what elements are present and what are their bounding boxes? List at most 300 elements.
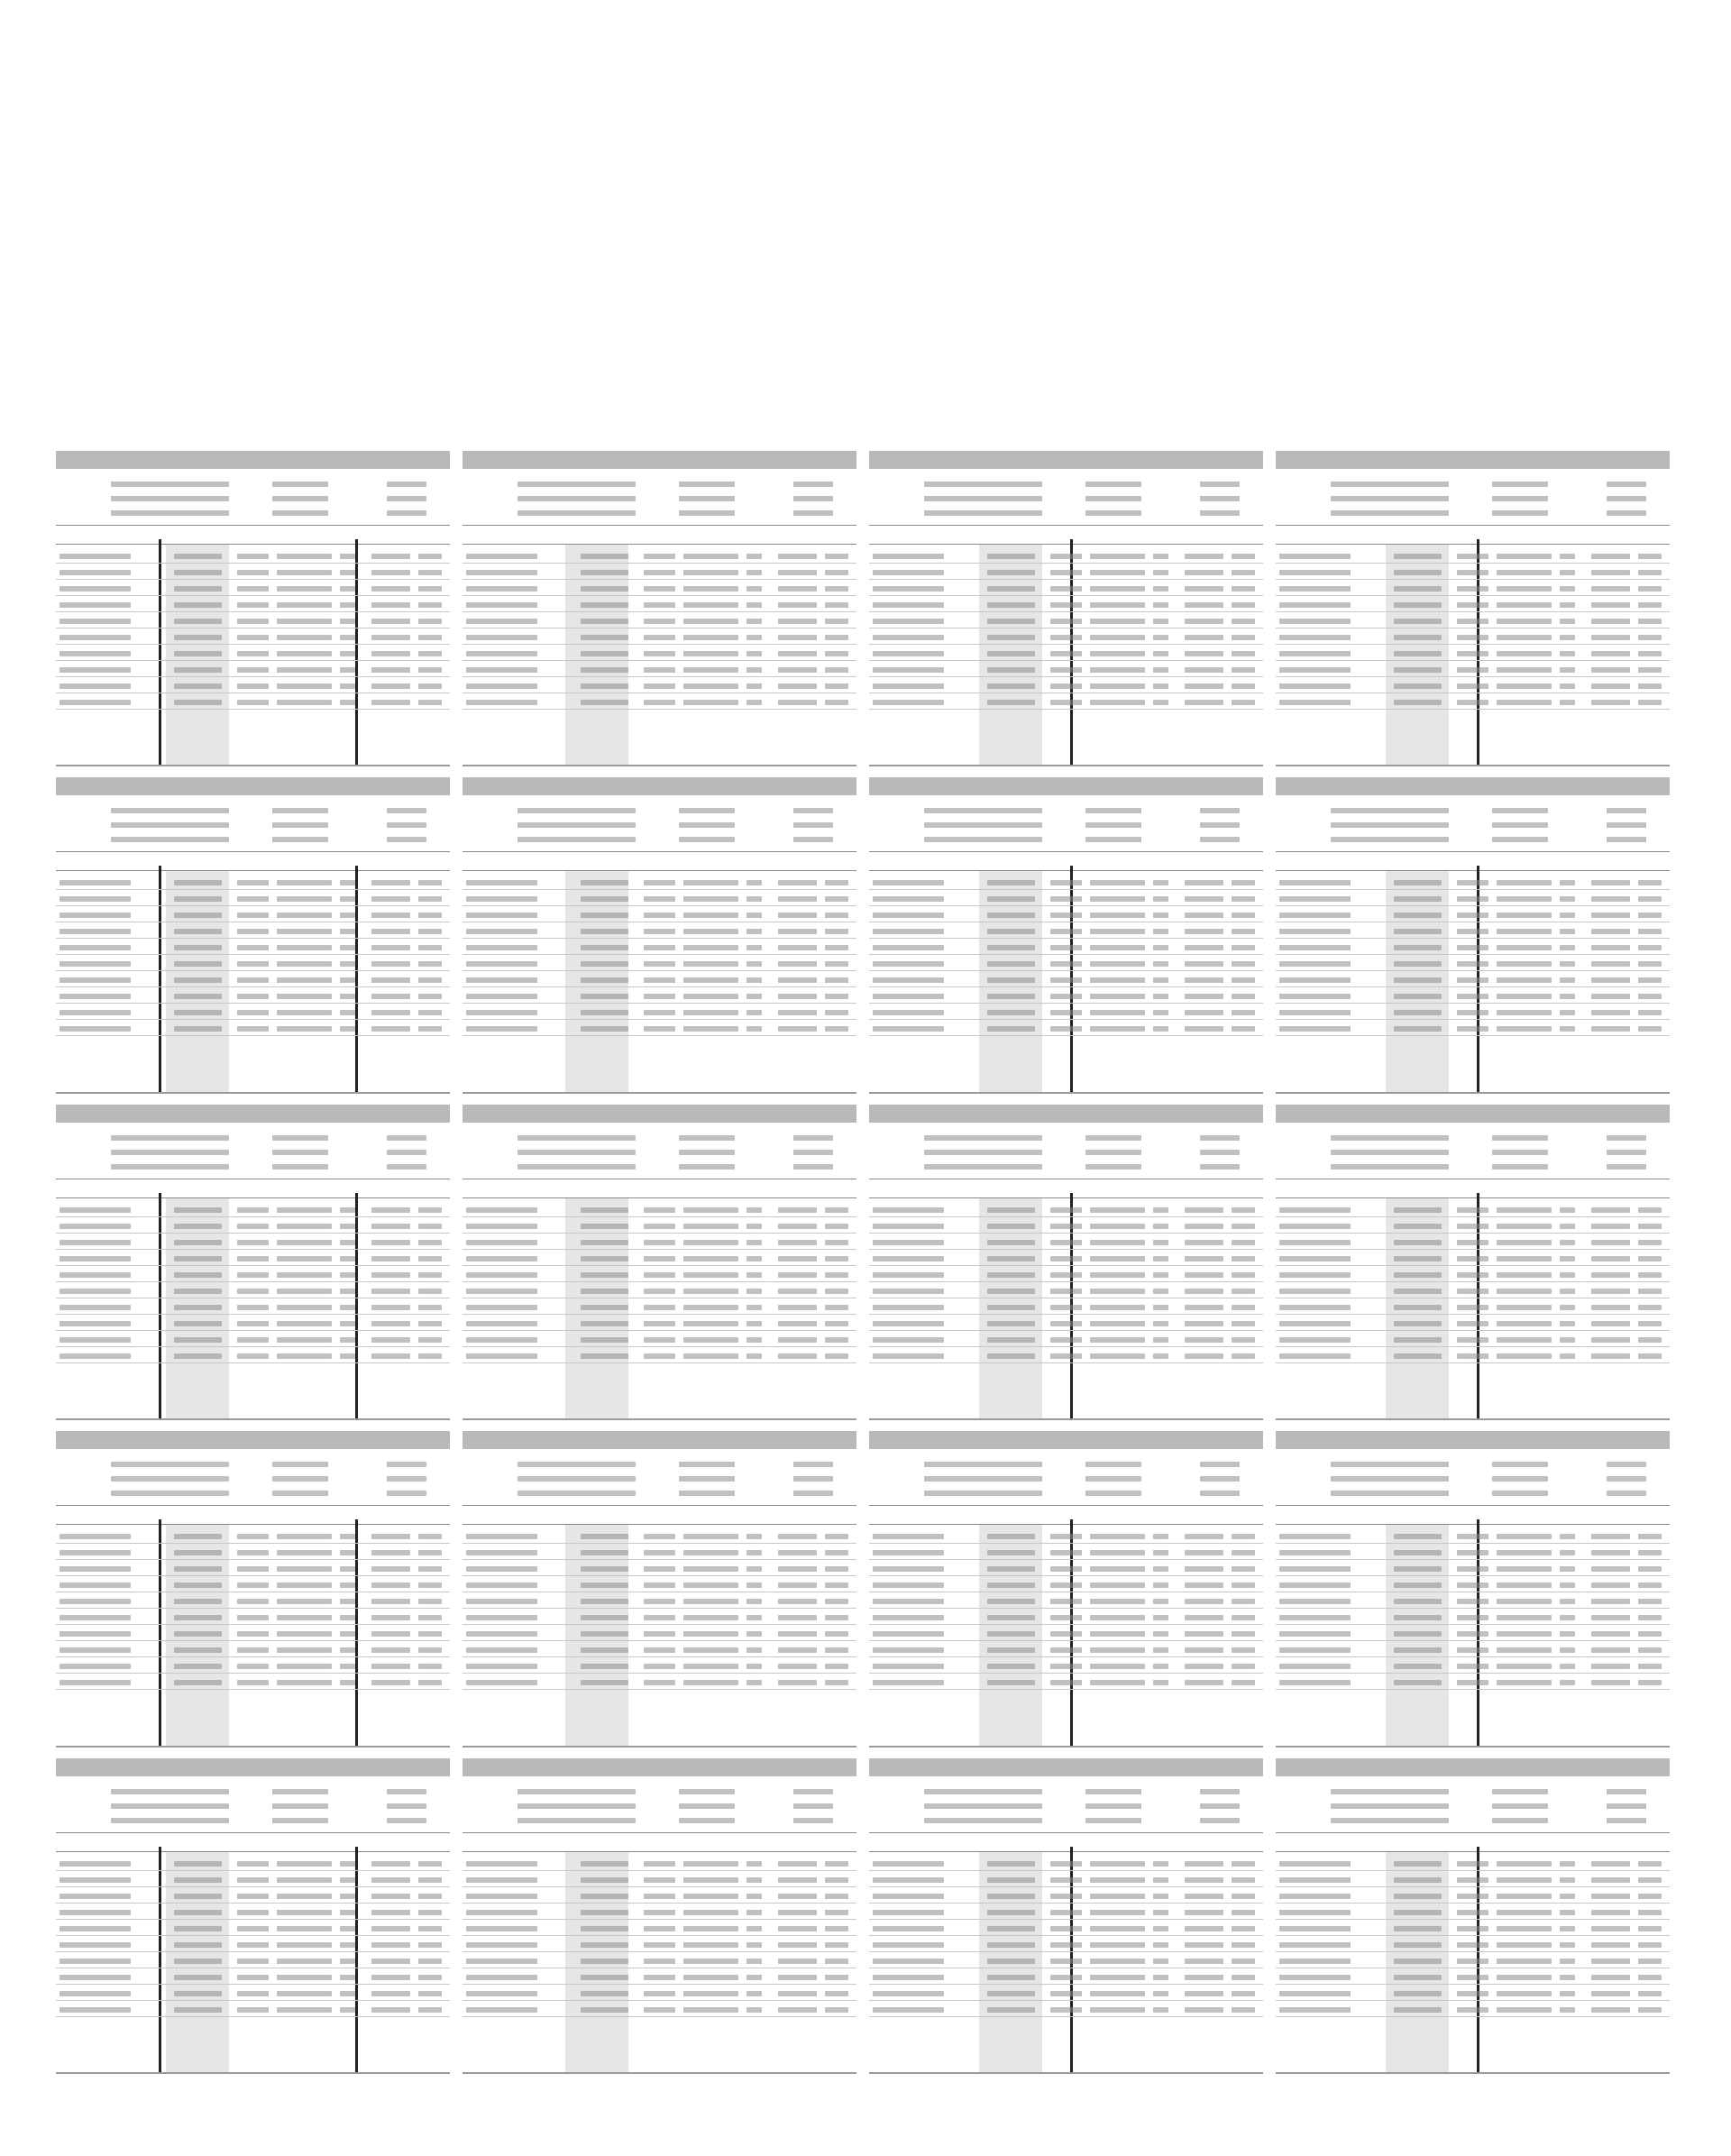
table-cell — [1050, 1894, 1082, 1899]
table-cell — [174, 651, 221, 656]
table-cell — [644, 635, 675, 640]
table-row — [1276, 1624, 1670, 1625]
table-cell — [825, 1534, 848, 1539]
table-row — [1276, 644, 1670, 645]
table-row — [869, 1984, 1263, 1985]
table-cell — [1232, 1959, 1255, 1964]
table-cell — [644, 1289, 675, 1294]
table-cell — [60, 1010, 131, 1015]
table-cell — [1050, 1959, 1082, 1964]
table-cell — [174, 1959, 221, 1964]
table-cell — [778, 554, 818, 559]
panel-title — [56, 1105, 450, 1123]
table-cell — [778, 1599, 818, 1604]
table-cell — [581, 1305, 627, 1310]
table-cell — [466, 1631, 537, 1637]
table-cell — [418, 570, 442, 575]
panel-header — [869, 469, 1263, 545]
table-cell — [418, 1599, 442, 1604]
table-cell — [1279, 1583, 1351, 1588]
table-cell — [825, 1240, 848, 1245]
table-panel — [1276, 1431, 1670, 1747]
table-cell — [683, 1959, 738, 1964]
panel-title — [1276, 777, 1670, 795]
table-cell — [277, 1991, 332, 1996]
table-cell — [1090, 977, 1145, 983]
table-cell — [466, 896, 537, 902]
table-cell — [644, 1861, 675, 1867]
table-row — [1276, 660, 1670, 661]
table-cell — [1050, 913, 1082, 918]
header-cell — [679, 1476, 734, 1482]
table-cell — [1232, 1861, 1255, 1867]
table-cell — [174, 1942, 221, 1948]
table-row — [463, 1265, 856, 1266]
table-cell — [1560, 1272, 1575, 1278]
table-cell — [418, 1615, 442, 1620]
table-cell — [277, 1289, 332, 1294]
header-cell — [679, 822, 734, 828]
table-cell — [683, 1926, 738, 1931]
table-cell — [174, 1289, 221, 1294]
table-cell — [581, 1256, 627, 1261]
table-cell — [581, 667, 627, 673]
header-cell — [793, 496, 833, 501]
table-cell — [644, 1631, 675, 1637]
table-cell — [340, 1289, 355, 1294]
table-cell — [1560, 945, 1575, 950]
table-row — [56, 1362, 450, 1363]
table-cell — [778, 880, 818, 885]
table-cell — [1497, 586, 1552, 592]
table-cell — [1394, 1240, 1441, 1245]
table-cell — [873, 929, 944, 934]
data-table — [869, 1198, 1263, 1418]
table-cell — [644, 1910, 675, 1915]
table-cell — [1153, 635, 1168, 640]
table-cell — [1457, 1010, 1488, 1015]
table-cell — [581, 1615, 627, 1620]
table-cell — [1394, 1631, 1441, 1637]
table-cell — [174, 961, 221, 967]
table-cell — [1050, 1010, 1082, 1015]
table-cell — [1638, 635, 1662, 640]
table-cell — [581, 929, 627, 934]
table-cell — [1090, 1305, 1145, 1310]
table-cell — [60, 1240, 131, 1245]
table-cell — [1497, 1910, 1552, 1915]
table-cell — [1153, 945, 1168, 950]
table-cell — [1232, 1534, 1255, 1539]
table-cell — [644, 994, 675, 999]
table-cell — [237, 880, 269, 885]
header-cell — [387, 510, 426, 516]
table-cell — [340, 635, 355, 640]
table-cell — [1232, 1256, 1255, 1261]
table-cell — [644, 945, 675, 950]
table-cell — [1497, 994, 1552, 999]
table-cell — [1090, 913, 1145, 918]
table-cell — [1560, 1942, 1575, 1948]
table-cell — [987, 1583, 1034, 1588]
table-cell — [683, 683, 738, 689]
table-cell — [340, 961, 355, 967]
header-cell — [793, 1818, 833, 1823]
table-cell — [1457, 1975, 1488, 1980]
table-cell — [1279, 586, 1351, 592]
table-cell — [1560, 1289, 1575, 1294]
table-cell — [778, 1647, 818, 1653]
table-cell — [683, 619, 738, 624]
data-table — [463, 1525, 856, 1745]
table-cell — [778, 1894, 818, 1899]
table-cell — [1185, 1240, 1224, 1245]
table-cell — [778, 1615, 818, 1620]
table-cell — [340, 667, 355, 673]
table-cell — [174, 1680, 221, 1685]
table-cell — [1090, 1910, 1145, 1915]
header-cell — [1331, 837, 1449, 842]
table-row — [463, 1575, 856, 1576]
table-cell — [1638, 1224, 1662, 1229]
table-row — [869, 611, 1263, 612]
header-cell — [1331, 822, 1449, 828]
table-cell — [371, 602, 411, 608]
header-cell — [272, 1491, 327, 1496]
header-cell — [924, 1789, 1042, 1794]
table-cell — [1153, 651, 1168, 656]
table-cell — [1185, 977, 1224, 983]
table-cell — [1497, 896, 1552, 902]
table-cell — [778, 1877, 818, 1883]
table-cell — [1153, 1926, 1168, 1931]
table-cell — [418, 683, 442, 689]
table-cell — [277, 2007, 332, 2013]
table-cell — [873, 1289, 944, 1294]
table-cell — [1457, 1353, 1488, 1359]
table-row — [1276, 1362, 1670, 1363]
table-cell — [746, 913, 762, 918]
table-cell — [418, 700, 442, 705]
table-row — [56, 1935, 450, 1936]
table-row — [463, 970, 856, 971]
table-cell — [644, 1959, 675, 1964]
table-cell — [644, 1583, 675, 1588]
table-cell — [1394, 1975, 1441, 1980]
table-cell — [778, 700, 818, 705]
table-row — [56, 1903, 450, 1904]
table-cell — [1232, 1583, 1255, 1588]
table-cell — [581, 1959, 627, 1964]
table-cell — [1457, 570, 1488, 575]
table-cell — [237, 1942, 269, 1948]
table-cell — [1497, 667, 1552, 673]
table-cell — [1232, 619, 1255, 624]
table-cell — [825, 700, 848, 705]
table-cell — [277, 635, 332, 640]
table-cell — [237, 977, 269, 983]
table-cell — [371, 1534, 411, 1539]
table-cell — [1050, 1256, 1082, 1261]
table-cell — [1638, 1321, 1662, 1326]
table-cell — [1591, 1942, 1631, 1948]
table-row — [56, 1575, 450, 1576]
table-cell — [746, 570, 762, 575]
table-cell — [1050, 1566, 1082, 1572]
header-cell — [111, 1491, 229, 1496]
table-cell — [1232, 1910, 1255, 1915]
table-cell — [683, 1861, 738, 1867]
table-cell — [340, 1942, 355, 1948]
table-cell — [644, 1647, 675, 1653]
table-cell — [1279, 1337, 1351, 1343]
table-cell — [237, 1321, 269, 1326]
table-cell — [1591, 1337, 1631, 1343]
header-cell — [387, 837, 426, 842]
table-cell — [1279, 602, 1351, 608]
table-cell — [581, 961, 627, 967]
table-cell — [1232, 554, 1255, 559]
table-cell — [581, 1647, 627, 1653]
table-cell — [1279, 1910, 1351, 1915]
table-row — [869, 1951, 1263, 1952]
table-cell — [1457, 1991, 1488, 1996]
table-cell — [1457, 1599, 1488, 1604]
header-cell — [1200, 1150, 1240, 1155]
table-row — [56, 1951, 450, 1952]
data-table — [56, 1525, 450, 1745]
table-cell — [418, 1910, 442, 1915]
table-cell — [683, 994, 738, 999]
table-cell — [1185, 1256, 1224, 1261]
table-cell — [371, 586, 411, 592]
data-table — [1276, 1525, 1670, 1745]
table-cell — [1232, 896, 1255, 902]
table-cell — [1560, 913, 1575, 918]
table-cell — [1457, 1550, 1488, 1555]
table-row — [869, 986, 1263, 987]
table-cell — [1153, 1272, 1168, 1278]
table-row — [463, 905, 856, 906]
table-cell — [1560, 896, 1575, 902]
table-cell — [683, 1353, 738, 1359]
table-cell — [371, 1026, 411, 1032]
table-cell — [237, 961, 269, 967]
table-cell — [60, 1566, 131, 1572]
panel-title — [56, 777, 450, 795]
table-cell — [1279, 1877, 1351, 1883]
table-cell — [1497, 700, 1552, 705]
table-cell — [644, 2007, 675, 2013]
table-row — [56, 611, 450, 612]
table-cell — [1394, 1583, 1441, 1588]
table-cell — [237, 1534, 269, 1539]
column-divider — [159, 1193, 161, 1418]
table-cell — [683, 1942, 738, 1948]
table-cell — [340, 1256, 355, 1261]
table-cell — [277, 1583, 332, 1588]
table-row — [463, 1330, 856, 1331]
table-cell — [1591, 1647, 1631, 1653]
table-cell — [746, 977, 762, 983]
table-cell — [644, 1010, 675, 1015]
table-cell — [60, 880, 131, 885]
table-cell — [1591, 1894, 1631, 1899]
table-row — [869, 1919, 1263, 1920]
table-cell — [1591, 1321, 1631, 1326]
table-cell — [371, 1975, 411, 1980]
table-cell — [581, 913, 627, 918]
table-cell — [1090, 683, 1145, 689]
header-cell — [1200, 822, 1240, 828]
panel-header — [1276, 1776, 1670, 1852]
table-cell — [418, 1550, 442, 1555]
table-row — [56, 2016, 450, 2017]
table-cell — [237, 683, 269, 689]
table-cell — [1153, 1256, 1168, 1261]
table-cell — [1279, 913, 1351, 918]
table-cell — [1185, 651, 1224, 656]
header-cell — [679, 1491, 734, 1496]
table-cell — [1279, 1289, 1351, 1294]
header-cell — [924, 1164, 1042, 1170]
table-cell — [1050, 1647, 1082, 1653]
header-cell — [517, 837, 636, 842]
table-cell — [1560, 1647, 1575, 1653]
table-cell — [987, 1550, 1034, 1555]
header-cell — [1085, 1818, 1140, 1823]
table-cell — [683, 1894, 738, 1899]
table-cell — [174, 635, 221, 640]
table-cell — [644, 570, 675, 575]
table-cell — [778, 602, 818, 608]
table-cell — [1153, 1894, 1168, 1899]
table-cell — [418, 1240, 442, 1245]
table-cell — [1497, 1207, 1552, 1213]
table-cell — [466, 1289, 537, 1294]
table-row — [463, 611, 856, 612]
table-cell — [1394, 1926, 1441, 1931]
header-cell — [924, 482, 1042, 487]
table-cell — [873, 1353, 944, 1359]
table-cell — [418, 554, 442, 559]
header-rule — [463, 1505, 856, 1506]
table-cell — [1497, 1337, 1552, 1343]
table-cell — [466, 1991, 537, 1996]
table-cell — [825, 570, 848, 575]
header-cell — [924, 1803, 1042, 1809]
header-cell — [793, 1164, 833, 1170]
table-cell — [825, 1289, 848, 1294]
data-table — [56, 1852, 450, 2072]
header-cell — [1200, 837, 1240, 842]
table-cell — [1560, 994, 1575, 999]
table-cell — [1050, 1337, 1082, 1343]
table-cell — [644, 1272, 675, 1278]
table-cell — [60, 1975, 131, 1980]
table-row — [1276, 1035, 1670, 1036]
header-cell — [111, 1818, 229, 1823]
table-cell — [1497, 977, 1552, 983]
table-row — [56, 660, 450, 661]
table-cell — [1394, 1305, 1441, 1310]
table-cell — [1560, 961, 1575, 967]
table-cell — [174, 667, 221, 673]
table-panel — [56, 1431, 450, 1747]
panel-header — [56, 1776, 450, 1852]
table-cell — [825, 1305, 848, 1310]
table-cell — [277, 570, 332, 575]
table-cell — [1090, 1680, 1145, 1685]
table-cell — [581, 1240, 627, 1245]
table-cell — [746, 1550, 762, 1555]
table-cell — [1638, 667, 1662, 673]
table-cell — [987, 1991, 1034, 1996]
table-cell — [1560, 1026, 1575, 1032]
table-cell — [1560, 1664, 1575, 1669]
table-cell — [746, 2007, 762, 2013]
table-cell — [1560, 651, 1575, 656]
table-cell — [1591, 1664, 1631, 1669]
table-cell — [1279, 1224, 1351, 1229]
table-cell — [1591, 570, 1631, 575]
table-cell — [1090, 619, 1145, 624]
table-cell — [644, 683, 675, 689]
table-cell — [1457, 1224, 1488, 1229]
table-row — [463, 1362, 856, 1363]
table-cell — [1591, 1583, 1631, 1588]
table-cell — [371, 1664, 411, 1669]
table-cell — [237, 554, 269, 559]
table-cell — [1279, 683, 1351, 689]
header-cell — [1331, 1803, 1449, 1809]
table-cell — [1457, 913, 1488, 918]
table-cell — [1090, 667, 1145, 673]
table-cell — [581, 1991, 627, 1996]
table-cell — [778, 619, 818, 624]
table-cell — [60, 1926, 131, 1931]
header-cell — [111, 822, 229, 828]
table-cell — [340, 1566, 355, 1572]
table-cell — [825, 2007, 848, 2013]
table-cell — [174, 1877, 221, 1883]
table-row — [56, 563, 450, 564]
table-cell — [1638, 1615, 1662, 1620]
table-row — [56, 709, 450, 710]
table-cell — [418, 1026, 442, 1032]
table-cell — [1279, 1272, 1351, 1278]
column-divider — [355, 866, 358, 1091]
table-cell — [873, 1305, 944, 1310]
header-cell — [924, 808, 1042, 813]
table-cell — [1185, 1664, 1224, 1669]
table-row — [869, 1265, 1263, 1266]
table-cell — [1394, 1680, 1441, 1685]
header-cell — [679, 1789, 734, 1794]
table-row — [463, 644, 856, 645]
table-cell — [1638, 961, 1662, 967]
table-cell — [237, 1224, 269, 1229]
table-cell — [1394, 880, 1441, 885]
table-cell — [746, 961, 762, 967]
header-cell — [1492, 496, 1547, 501]
table-cell — [60, 1894, 131, 1899]
table-cell — [1185, 896, 1224, 902]
table-row — [869, 938, 1263, 939]
table-cell — [1232, 1353, 1255, 1359]
table-cell — [1394, 700, 1441, 705]
table-cell — [1457, 586, 1488, 592]
